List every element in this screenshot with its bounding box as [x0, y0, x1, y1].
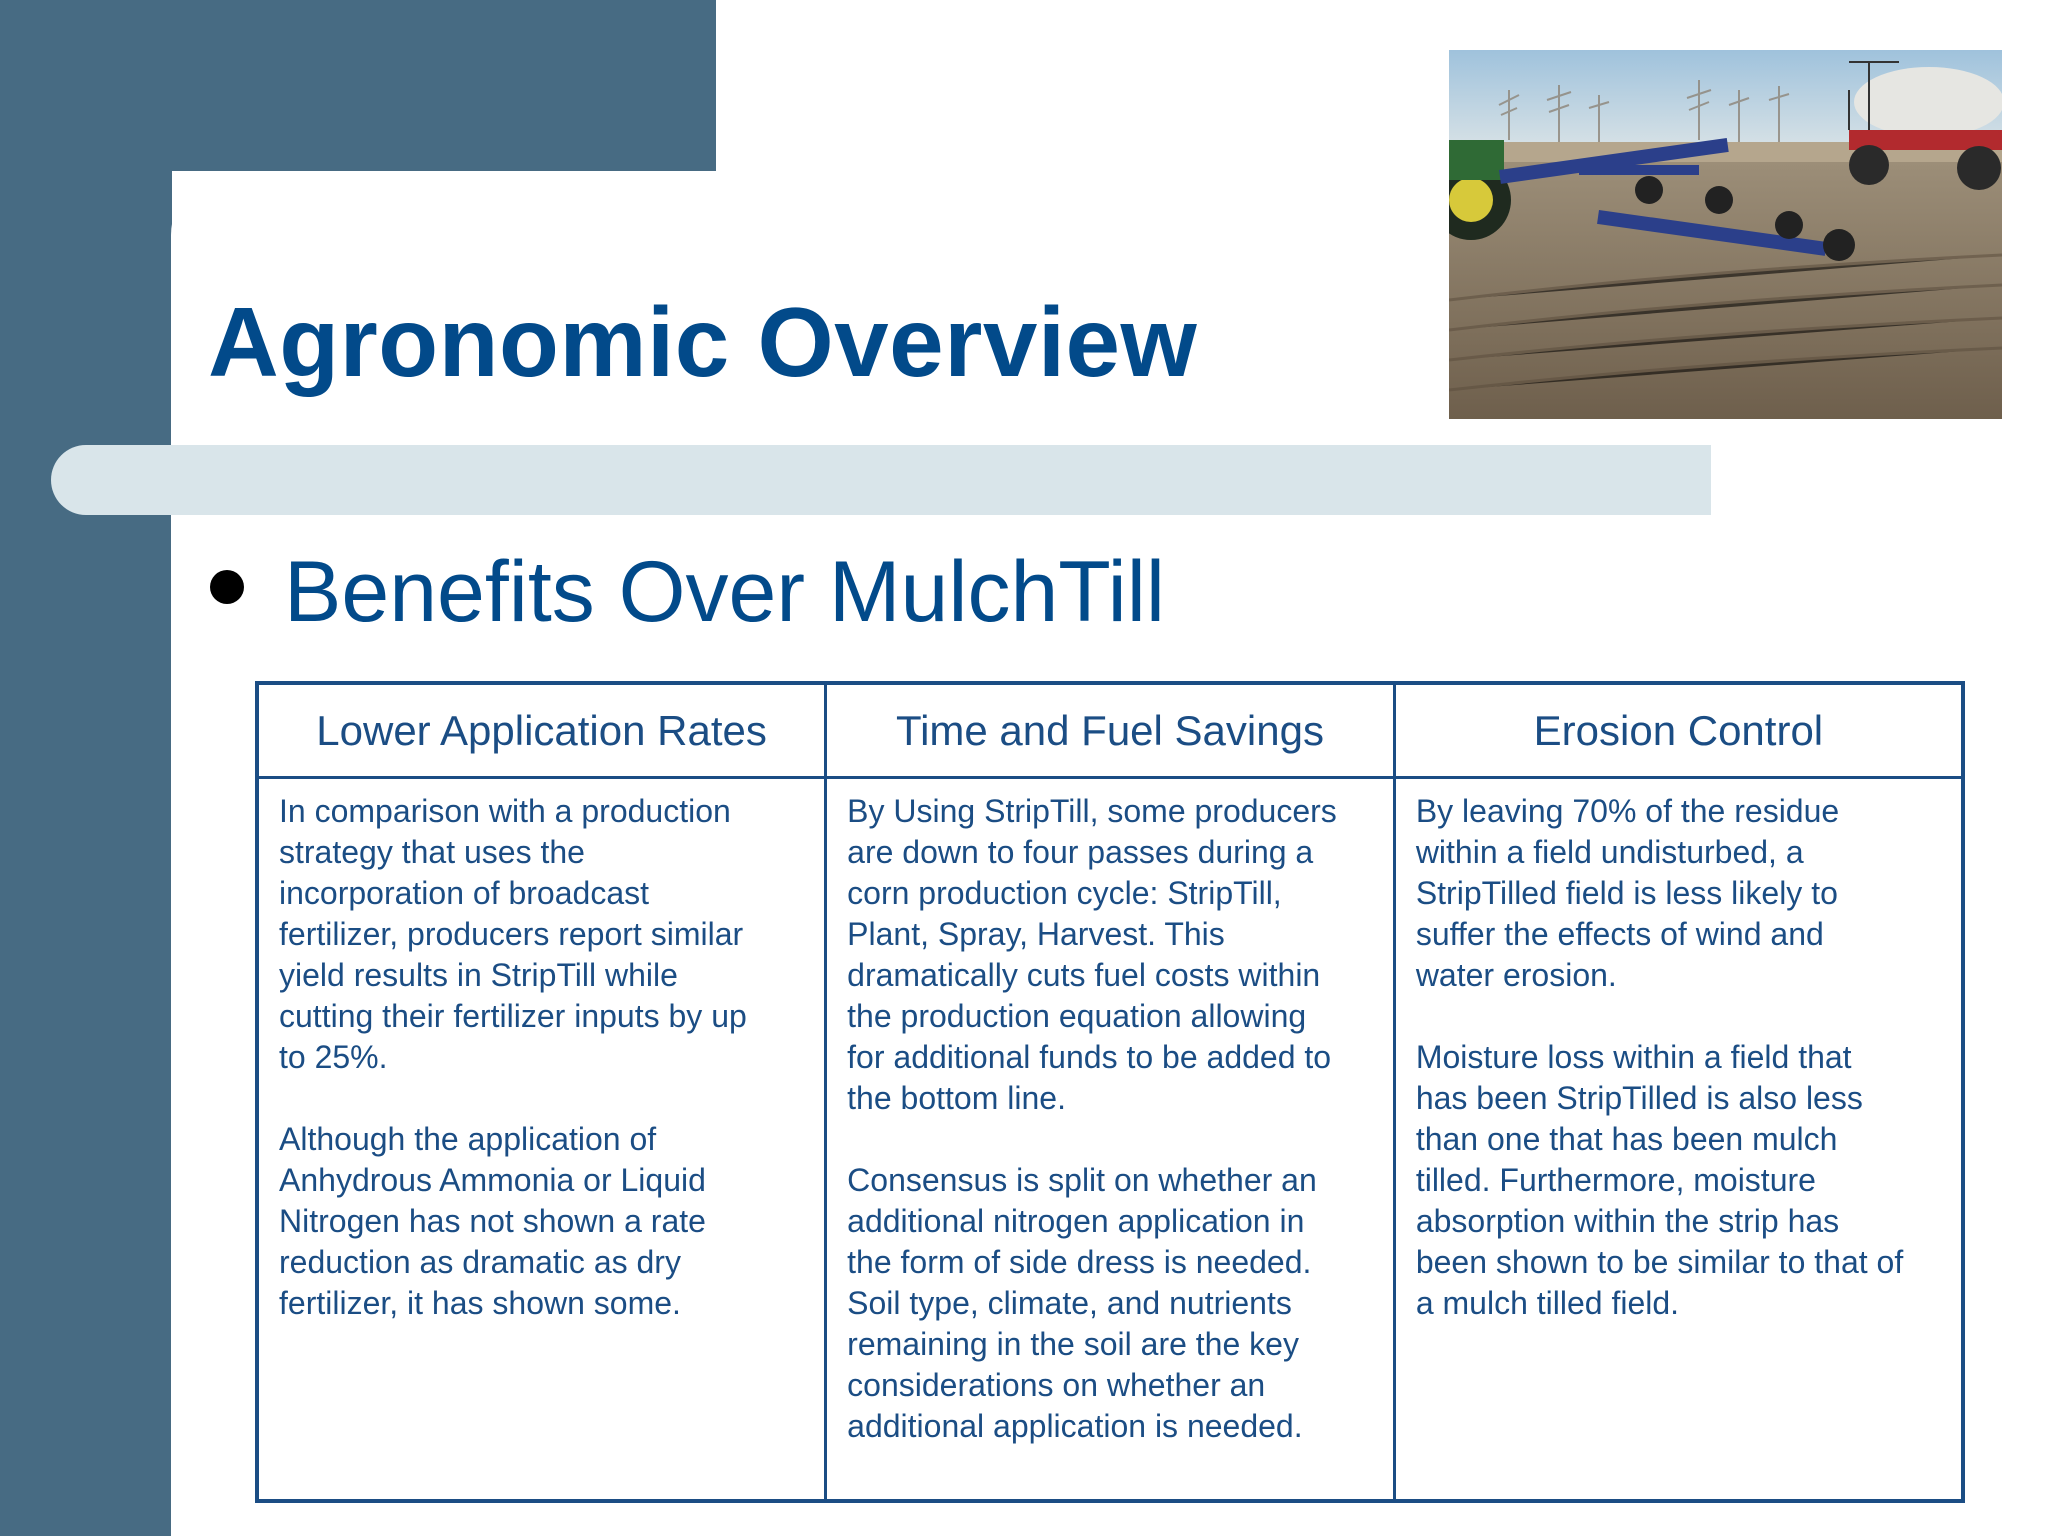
table-row: [257, 778, 1963, 1502]
paragraph: Consensus is split on whether an additional nitrogen application in the form of side dress is needed. Soil type, climate, and nutrients remaining in the soil are the key considerations on whether an additional application is needed.: [847, 1162, 1317, 1444]
paragraph: By Using StripTill, some producers are down to four passes during a corn production cycle: StripTill, Plant, Spray, Harvest. This dramatically cuts fuel costs within the production equation allowing for additional funds to be added to the bottom line.: [847, 793, 1337, 1116]
header-lower-application-rates: Lower Application Rates: [257, 683, 826, 778]
tractor-field-illustration: [1449, 50, 2002, 419]
bullet-dot-icon: [210, 570, 244, 604]
left-side-band: [0, 0, 172, 1536]
header-erosion-control: Erosion Control: [1394, 683, 1963, 778]
paragraph: In comparison with a production strategy that uses the incorporation of broadcast fertilizer, producers report similar yield results in StripTill while cutting their fertilizer inputs by up to 25%.: [279, 793, 747, 1075]
tractor-field-photo: [1449, 50, 2002, 419]
table-header-row: [257, 683, 1963, 778]
top-corner-band: [0, 0, 716, 171]
cell-erosion-control: [1394, 778, 1963, 1502]
paragraph: By leaving 70% of the residue within a field undisturbed, a StripTilled field is less likely to suffer the effects of wind and water erosion.: [1415, 793, 1840, 993]
cell-time-and-fuel-savings: [826, 778, 1395, 1502]
cell-lower-application-rates: [257, 778, 826, 1502]
paragraph: Moisture loss within a field that has been StripTilled is also less than one that has been mulch tilled. Furthermore, moisture absorption within the strip has been shown to be similar to that of a mulch tilled field.: [1415, 1039, 1904, 1321]
title-underline-bar: [51, 445, 1711, 515]
header-time-and-fuel-savings: Time and Fuel Savings: [826, 683, 1395, 778]
slide-title: Agronomic Overview: [208, 287, 1198, 397]
benefits-table: [255, 681, 1965, 1503]
paragraph: Although the application of Anhydrous Ammonia or Liquid Nitrogen has not shown a rate reduction as dramatic as dry fertilizer, it has shown some.: [279, 1121, 706, 1321]
bullet-text: Benefits Over MulchTill: [284, 544, 1165, 640]
bullet-benefits: [210, 542, 1165, 642]
